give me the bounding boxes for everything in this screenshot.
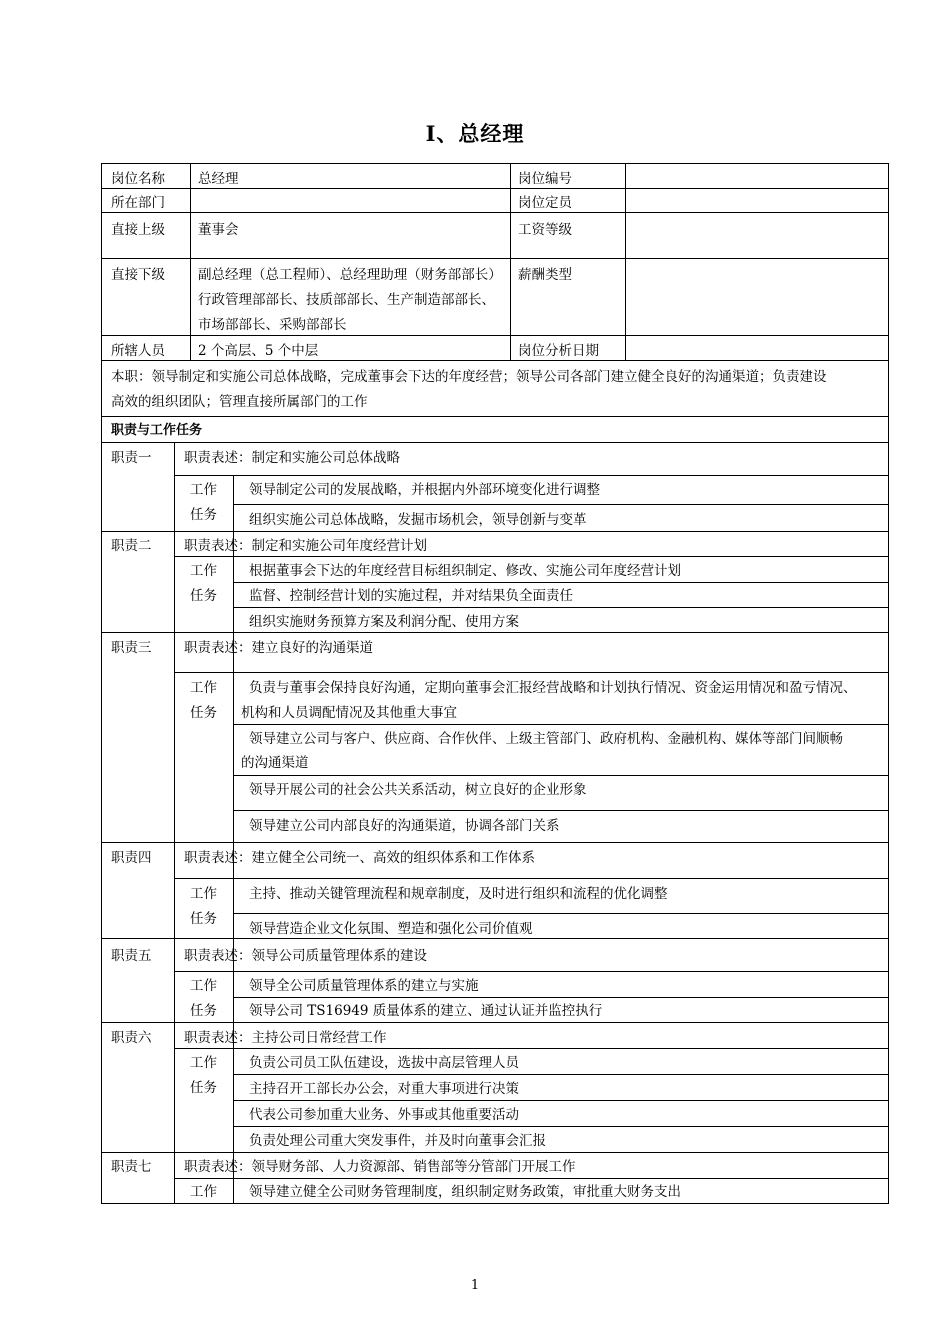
position-name-label: 岗位名称 (111, 171, 165, 187)
analysis-date-label: 岗位分析日期 (518, 343, 599, 359)
duty-4-label: 职责四 (111, 850, 152, 866)
duty-7-task-1: 领导建立健全公司财务管理制度，组织制定财务政策，审批重大财务支出 (249, 1184, 681, 1200)
position-code-label: 岗位编号 (518, 171, 572, 187)
duty-3-desc: 职责表述：建立良好的沟通渠道 (184, 640, 373, 656)
duty-4-task-2: 领导营造企业文化氛围、塑造和强化公司价值观 (249, 921, 533, 937)
duty-6-task-1: 负责公司员工队伍建设，选拔中高层管理人员 (249, 1055, 519, 1071)
subordinates-line-3: 市场部部长、采购部部长 (198, 317, 347, 333)
position-name-value: 总经理 (198, 171, 239, 187)
duty-5-task-label-2: 任务 (190, 1003, 217, 1019)
duty-5-label: 职责五 (111, 948, 152, 964)
department-label: 所在部门 (111, 195, 165, 211)
duty-1-desc: 职责表述：制定和实施公司总体战略 (184, 450, 400, 466)
subordinates-line-2: 行政管理部部长、技质部部长、生产制造部部长、 (198, 292, 495, 308)
duty-2-task-2: 监督、控制经营计划的实施过程，并对结果负全面责任 (249, 588, 573, 604)
duty-3-task-label-1: 工作 (190, 680, 217, 696)
page-title: I、总经理 (425, 121, 525, 146)
duty-3-task-2-line-2: 的沟通渠道 (241, 755, 309, 771)
duty-5-task-1: 领导全公司质量管理体系的建立与实施 (249, 978, 479, 994)
duty-4-desc: 职责表述：建立健全公司统一、高效的组织体系和工作体系 (184, 850, 535, 866)
duty-3-task-label-2: 任务 (190, 705, 217, 721)
duty-7-desc: 职责表述：领导财务部、人力资源部、销售部等分管部门开展工作 (184, 1159, 576, 1175)
duty-6-task-4: 负责处理公司重大突发事件，并及时向董事会汇报 (249, 1133, 546, 1149)
superior-value: 董事会 (198, 222, 239, 238)
duty-4-task-label-2: 任务 (190, 911, 217, 927)
duty-6-task-label-2: 任务 (190, 1080, 217, 1096)
superior-label: 直接上级 (111, 222, 165, 238)
duty-6-task-3: 代表公司参加重大业务、外事或其他重要活动 (249, 1107, 519, 1123)
duty-1-task-label-2: 任务 (190, 507, 217, 523)
duty-2-desc: 职责表述：制定和实施公司年度经营计划 (184, 538, 427, 554)
duty-6-task-label-1: 工作 (190, 1055, 217, 1071)
duty-1-task-1: 领导制定公司的发展战略，并根据内外部环境变化进行调整 (249, 482, 600, 498)
subordinates-line-1: 副总经理（总工程师）、总经理助理（财务部部长） (198, 267, 502, 283)
pay-type-label: 薪酬类型 (518, 267, 572, 283)
job-description-table (101, 163, 889, 1204)
staff-value: 2 个高层、5 个中层 (198, 343, 319, 359)
duty-5-task-2: 领导公司 TS16949 质量体系的建立、通过认证并监控执行 (249, 1003, 603, 1019)
duty-3-task-1-line-2: 机构和人员调配情况及其他重大事宜 (241, 705, 457, 721)
duty-6-task-2: 主持召开工部长办公会，对重大事项进行决策 (249, 1081, 519, 1097)
duty-1-task-2: 组织实施公司总体战略，发掘市场机会，领导创新与变革 (249, 512, 587, 528)
duty-5-task-label-1: 工作 (190, 978, 217, 994)
headcount-label: 岗位定员 (518, 195, 572, 211)
duty-7-task-label-1: 工作 (190, 1184, 217, 1200)
duty-3-task-3: 领导开展公司的社会公共关系活动，树立良好的企业形象 (249, 782, 587, 798)
duty-3-label: 职责三 (111, 640, 152, 656)
page-number: 1 (470, 1278, 480, 1293)
duty-1-task-label-1: 工作 (190, 482, 217, 498)
summary-line-2: 高效的组织团队；管理直接所属部门的工作 (111, 394, 368, 410)
duty-3-task-4: 领导建立公司内部良好的沟通渠道，协调各部门关系 (249, 818, 560, 834)
summary-line-1: 本职：领导制定和实施公司总体战略，完成董事会下达的年度经营；领导公司各部门建立健全良好的沟通渠道；负责建设 (111, 369, 827, 385)
duty-7-label: 职责七 (111, 1159, 152, 1175)
duty-2-task-3: 组织实施财务预算方案及利润分配、使用方案 (249, 614, 519, 630)
duty-1-label: 职责一 (111, 450, 152, 466)
section-title: 职责与工作任务 (111, 423, 203, 438)
duty-6-label: 职责六 (111, 1030, 152, 1046)
duty-6-desc: 职责表述：主持公司日常经营工作 (184, 1030, 387, 1046)
duty-3-task-2-line-1: 领导建立公司与客户、供应商、合作伙伴、上级主管部门、政府机构、金融机构、媒体等部门间顺畅 (249, 731, 843, 747)
duty-2-task-label-1: 工作 (190, 563, 217, 579)
duty-2-task-label-2: 任务 (190, 588, 217, 604)
staff-label: 所辖人员 (111, 343, 165, 359)
duty-4-task-1: 主持、推动关键管理流程和规章制度，及时进行组织和流程的优化调整 (249, 886, 668, 902)
subordinates-label: 直接下级 (111, 267, 165, 283)
duty-2-label: 职责二 (111, 538, 152, 554)
duty-2-task-1: 根据董事会下达的年度经营目标组织制定、修改、实施公司年度经营计划 (249, 563, 681, 579)
duty-4-task-label-1: 工作 (190, 886, 217, 902)
duty-3-task-1-line-1: 负责与董事会保持良好沟通，定期向董事会汇报经营战略和计划执行情况、资金运用情况和盈亏情况、 (249, 680, 857, 696)
duty-5-desc: 职责表述：领导公司质量管理体系的建设 (184, 948, 427, 964)
salary-grade-label: 工资等级 (518, 222, 572, 238)
